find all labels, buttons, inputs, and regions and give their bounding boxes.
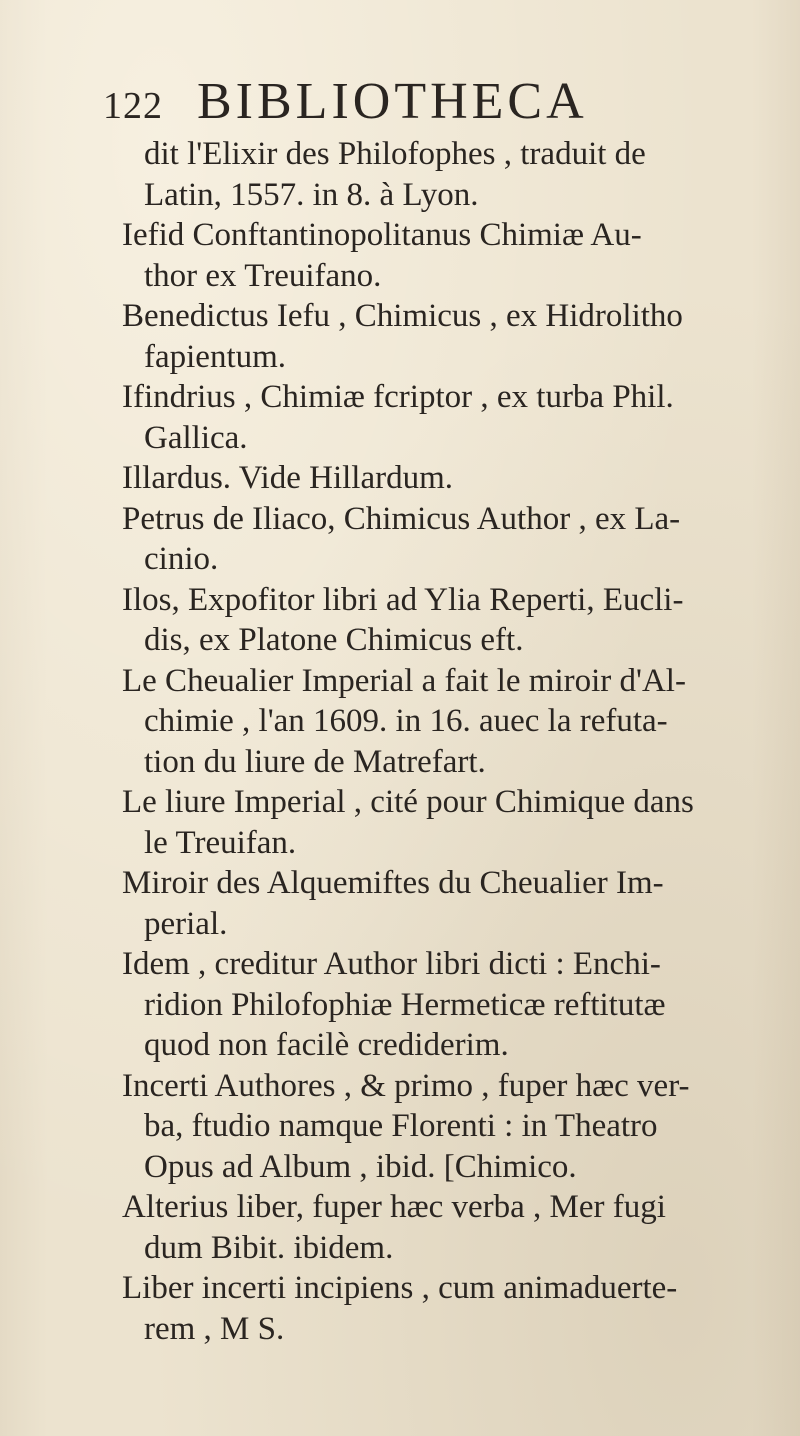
- text-line: Iefid Conftantinopolitanus Chimiæ Au-: [122, 217, 642, 253]
- text-line: fapientum.: [144, 338, 287, 375]
- text-line: Ilos, Expofitor libri ad Ylia Reperti, Eucli-: [122, 581, 684, 618]
- text-line: Idem , creditur Author libri dicti : Enchi-: [122, 946, 661, 982]
- text-line: cinio.: [144, 541, 219, 577]
- text-line: chimie , l'an 1609. in 16. auec la refuta-: [144, 703, 668, 739]
- text-line: perial.: [144, 905, 228, 942]
- page-number: 122: [103, 85, 163, 127]
- text-line: rem , M S.: [144, 1310, 285, 1347]
- text-line: Opus ad Album , ibid. [Chimico.: [144, 1148, 577, 1185]
- text-line: Liber incerti incipiens , cum animaduerte-: [122, 1270, 678, 1306]
- text-line: Gallica.: [144, 419, 248, 456]
- text-line: dit l'Elixir des Philofophes , traduit de: [144, 136, 646, 172]
- text-line: tion du liure de Matrefart.: [144, 743, 486, 780]
- text-line: Incerti Authores , & primo , fuper hæc ver-: [122, 1067, 690, 1104]
- text-line: dis, ex Platone Chimicus eft.: [144, 622, 524, 658]
- page-header: [103, 72, 743, 132]
- text-line: Illardus. Vide Hillardum.: [122, 460, 454, 496]
- running-title: BIBLIOTHECA: [197, 73, 588, 130]
- text-line: Benedictus Iefu , Chimicus , ex Hidrolitho: [122, 298, 683, 334]
- text-line: thor ex Treuifano.: [144, 257, 382, 294]
- text-line: Ifindrius , Chimiæ fcriptor , ex turba Phil.: [122, 379, 674, 415]
- text-line: dum Bibit. ibidem.: [144, 1229, 394, 1266]
- text-line: Miroir des Alquemiftes du Cheualier Im-: [122, 865, 664, 901]
- text-line: Le liure Imperial , cité pour Chimique dans: [122, 784, 694, 820]
- text-line: Le Cheualier Imperial a fait le miroir d'Al-: [122, 662, 686, 699]
- text-line: ba, ftudio namque Florenti : in Theatro: [144, 1108, 658, 1144]
- text-line: Alterius liber, fuper hæc verba , Mer fugi: [122, 1189, 666, 1225]
- text-line: le Treuifan.: [144, 824, 297, 861]
- text-line: Latin, 1557. in 8. à Lyon.: [144, 176, 479, 213]
- text-line: ridion Philofophiæ Hermeticæ reftitutæ: [144, 986, 666, 1023]
- text-line: Petrus de Iliaco, Chimicus Author , ex La-: [122, 500, 681, 537]
- text-line: quod non facilè crediderim.: [144, 1027, 509, 1063]
